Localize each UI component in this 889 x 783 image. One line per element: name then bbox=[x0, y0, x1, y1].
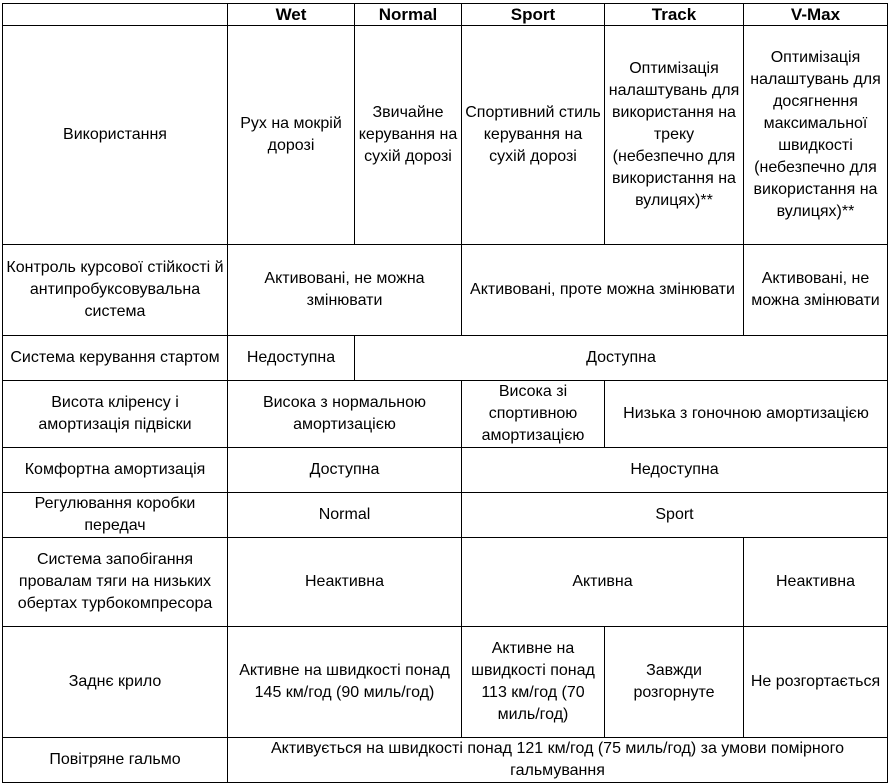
drive-modes-table bbox=[2, 3, 888, 783]
row-label-launch-control: Система керування стартом bbox=[3, 336, 228, 381]
row-gearbox bbox=[3, 493, 888, 538]
esp-sport-track: Активовані, проте можна змінювати bbox=[462, 245, 744, 336]
row-label-rear-wing: Заднє крило bbox=[3, 627, 228, 738]
antilag-vmax: Неактивна bbox=[744, 538, 888, 627]
row-label-gearbox: Регулювання коробки передач bbox=[3, 493, 228, 538]
row-launch-control bbox=[3, 336, 888, 381]
esp-vmax: Активовані, не можна змінювати bbox=[744, 245, 888, 336]
comfort-other-modes: Недоступна bbox=[462, 448, 888, 493]
comfort-wet-normal: Доступна bbox=[228, 448, 462, 493]
antilag-wet-normal: Неактивна bbox=[228, 538, 462, 627]
airbrake-all-modes: Активується на швидкості понад 121 км/год (75 миль/год) за умови помірного гальмування bbox=[228, 738, 888, 783]
header-track: Track bbox=[605, 4, 744, 26]
row-label-air-brake: Повітряне гальмо bbox=[3, 738, 228, 783]
esp-wet-normal: Активовані, не можна змінювати bbox=[228, 245, 462, 336]
height-sport: Висока зі спортивною амортизацією bbox=[462, 381, 605, 448]
header-vmax: V-Max bbox=[744, 4, 888, 26]
row-rear-wing bbox=[3, 627, 888, 738]
row-label-comfort-damping: Комфортна амортизація bbox=[3, 448, 228, 493]
wing-sport: Активне на швидкості понад 113 км/год (70 миль/год) bbox=[462, 627, 605, 738]
usage-wet: Рух на мокрій дорозі bbox=[228, 26, 355, 245]
row-ride-height bbox=[3, 381, 888, 448]
row-label-ride-height: Висота кліренсу і амортизація підвіски bbox=[3, 381, 228, 448]
header-corner bbox=[3, 4, 228, 26]
usage-vmax: Оптимізація налаштувань для досягнення максимальної швидкості (небезпечно для використання на вулицях)** bbox=[744, 26, 888, 245]
header-normal: Normal bbox=[355, 4, 462, 26]
header-row bbox=[3, 4, 888, 26]
usage-normal: Звичайне керування на сухій дорозі bbox=[355, 26, 462, 245]
row-anti-lag bbox=[3, 538, 888, 627]
height-wet-normal: Висока з нормальною амортизацією bbox=[228, 381, 462, 448]
wing-vmax: Не розгортається bbox=[744, 627, 888, 738]
row-usage bbox=[3, 26, 888, 245]
wing-track: Завжди розгорнуте bbox=[605, 627, 744, 738]
row-label-stability-control: Контроль курсової стійкості й антипробуксовувальна система bbox=[3, 245, 228, 336]
launch-wet: Недоступна bbox=[228, 336, 355, 381]
usage-track: Оптимізація налаштувань для використання на треку (небезпечно для використання на вулицях)** bbox=[605, 26, 744, 245]
launch-other-modes: Доступна bbox=[355, 336, 888, 381]
row-label-usage: Використання bbox=[3, 26, 228, 245]
header-wet: Wet bbox=[228, 4, 355, 26]
gearbox-other-modes: Sport bbox=[462, 493, 888, 538]
height-track-vmax: Низька з гоночною амортизацією bbox=[605, 381, 888, 448]
wing-wet-normal: Активне на швидкості понад 145 км/год (90 миль/год) bbox=[228, 627, 462, 738]
gearbox-wet-normal: Normal bbox=[228, 493, 462, 538]
row-label-anti-lag: Система запобігання провалам тяги на низьких обертах турбокомпресора bbox=[3, 538, 228, 627]
header-sport: Sport bbox=[462, 4, 605, 26]
row-stability-control bbox=[3, 245, 888, 336]
row-comfort-damping bbox=[3, 448, 888, 493]
row-air-brake bbox=[3, 738, 888, 783]
usage-sport: Спортивний стиль керування на сухій дорозі bbox=[462, 26, 605, 245]
antilag-sport-track: Активна bbox=[462, 538, 744, 627]
